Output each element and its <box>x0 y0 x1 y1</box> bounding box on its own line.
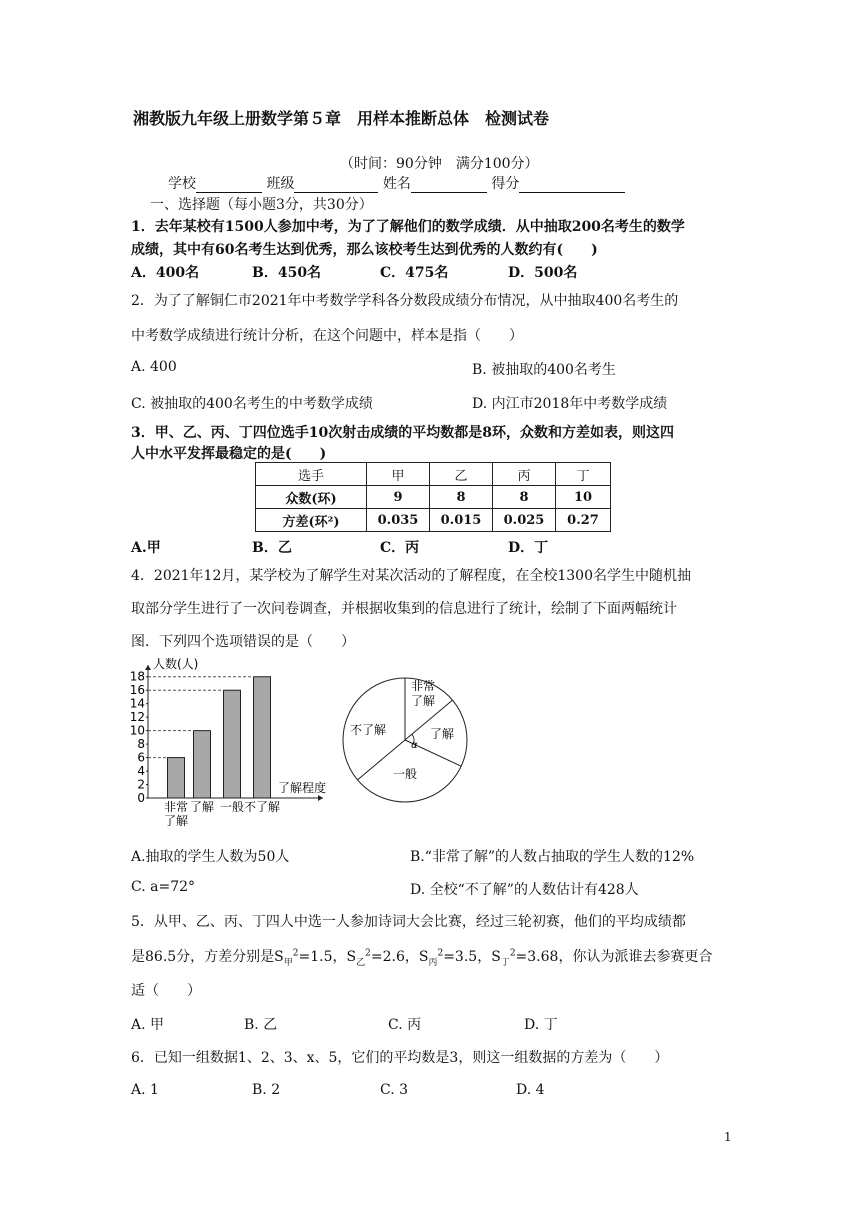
page-number: 1 <box>724 1130 732 1144</box>
q5-option-a: A. 甲 <box>131 1017 165 1033</box>
q2-line1: 2．为了了解铜仁市2021年中考数学学科各分数段成绩分布情况，从中抽取400名考生的 <box>131 293 679 309</box>
bar <box>168 758 185 798</box>
school-blank[interactable] <box>196 178 262 193</box>
score-table <box>255 462 611 532</box>
table-header-row <box>256 463 611 486</box>
y-tick-label: 16 <box>129 683 145 698</box>
variance-sub: 甲 <box>283 957 293 968</box>
q4-line2: 取部分学生进行了一次问卷调查，并根据收集到的信息进行了统计，绘制了下面两幅统计 <box>131 601 677 617</box>
table-cell: 0.015 <box>430 509 493 532</box>
x-axis-label: 了解程度 <box>278 781 327 795</box>
q6-option-b: B. 2 <box>252 1082 281 1098</box>
table-cell: 方差(环²) <box>256 509 367 532</box>
q4-option-a: A.抽取的学生人数为50人 <box>131 849 290 865</box>
q6-option-d: D. 4 <box>516 1082 545 1098</box>
table-row <box>256 509 611 532</box>
q3-line1: 3．甲、乙、丙、丁四位选手10次射击成绩的平均数都是8环，众数和方差如表，则这四 <box>131 425 674 441</box>
q3-line2: 人中水平发挥最稳定的是( ) <box>131 446 327 462</box>
q5-line1: 5．从甲、乙、丙、丁四人中选一人参加诗词大会比赛，经过三轮初赛，他们的平均成绩都 <box>131 914 686 930</box>
variance-sub: 丁 <box>500 957 510 968</box>
q1-option-b: B．450名 <box>252 265 322 281</box>
bar-chart <box>128 655 348 835</box>
q1-option-c: C．475名 <box>380 265 449 281</box>
q5-text-a: 是86.5分，方差分别是S <box>131 949 284 965</box>
page-title: 湘教版九年级上册数学第５章 用样本推断总体 检测试卷 <box>133 109 550 128</box>
school-label: 学校 <box>168 176 196 192</box>
q3-option-c: C．丙 <box>380 540 420 556</box>
pie-slice-label: 了解 <box>411 694 436 708</box>
class-label: 班级 <box>266 176 295 192</box>
info-line <box>168 173 625 193</box>
q1-line1: 1．去年某校有1500人参加中考，为了了解他们的数学成绩．从中抽取200名考生的数学 <box>131 219 685 235</box>
q4-option-c: C. a=72° <box>131 879 196 895</box>
table-cell: 8 <box>430 486 493 509</box>
y-axis-arrow <box>145 665 151 670</box>
section-heading: 一、选择题（每小题3分，共30分） <box>150 197 373 213</box>
bar <box>194 731 211 798</box>
table-header-cell: 甲 <box>367 463 430 486</box>
q1-option-d: D．500名 <box>508 265 578 281</box>
q1-line2: 成绩，其中有60名考生达到优秀，那么该校考生达到优秀的人数约有( ) <box>131 242 598 258</box>
x-axis-arrow <box>318 795 323 801</box>
q5-text-d: =3.5，S <box>443 949 501 965</box>
variance-sub: 乙 <box>356 957 366 968</box>
q5-option-d: D. 丁 <box>524 1017 558 1033</box>
table-cell: 0.27 <box>556 509 611 532</box>
q5-text-e: =3.68，你认为派谁去参赛更合 <box>515 949 713 965</box>
q4-line3: 图．下列四个选项错误的是（ ） <box>131 634 355 650</box>
pie-slice-label: 不了解 <box>350 723 387 737</box>
table-header-cell: 丙 <box>493 463 556 486</box>
pie-slice-label: 一般 <box>393 767 418 781</box>
q5-line2 <box>131 946 712 968</box>
table-row <box>256 486 611 509</box>
x-tick-label: 了解 <box>189 800 215 814</box>
q3-option-d: D．丁 <box>508 540 549 556</box>
y-tick-label: 0 <box>137 791 145 805</box>
q2-option-b: B. 被抽取的400名考生 <box>472 362 616 378</box>
x-tick-label: 不了解 <box>243 800 281 814</box>
q4-option-b: B.“非常了解”的人数占抽取的学生人数的12% <box>410 849 695 865</box>
y-axis-label: 人数(人) <box>153 657 199 671</box>
table-header-cell: 丁 <box>556 463 611 486</box>
q2-option-d: D. 内江市2018年中考数学成绩 <box>472 396 668 412</box>
table-cell: 众数(环) <box>256 486 367 509</box>
variance-sup: 2 <box>365 948 371 959</box>
bar <box>254 677 271 798</box>
q2-option-a: A. 400 <box>131 359 177 375</box>
y-tick-label: 8 <box>137 737 145 752</box>
name-blank[interactable] <box>411 178 487 193</box>
table-cell: 8 <box>493 486 556 509</box>
q5-option-c: C. 丙 <box>388 1017 422 1033</box>
q5-text-b: =1.5，S <box>298 949 357 965</box>
q5-option-b: B. 乙 <box>244 1017 278 1033</box>
q6-option-c: C. 3 <box>380 1082 409 1098</box>
q3-option-a: A.甲 <box>131 540 161 556</box>
q4-option-d: D. 全校“不了解”的人数估计有428人 <box>410 882 639 898</box>
angle-label: α <box>411 740 418 751</box>
exam-subtitle: （时间：90分钟 满分100分） <box>340 156 539 172</box>
score-label: 得分 <box>491 176 520 192</box>
class-blank[interactable] <box>294 178 378 193</box>
q4-line1: 4．2021年12月，某学校为了解学生对某次活动的了解程度，在全校1300名学生中随机抽 <box>131 568 691 584</box>
y-tick-label: 14 <box>129 696 145 711</box>
y-tick-label: 12 <box>129 710 145 725</box>
q3-option-b: B．乙 <box>252 540 292 556</box>
variance-sup: 2 <box>437 948 444 959</box>
table-cell: 9 <box>367 486 430 509</box>
q2-option-c: C. 被抽取的400名考生的中考数学成绩 <box>131 396 373 412</box>
q2-line2: 中考数学成绩进行统计分析，在这个问题中，样本是指（ ） <box>131 328 523 344</box>
q6-line1: 6．已知一组数据1、2、3、x、5，它们的平均数是3，则这一组数据的方差为（ ） <box>131 1050 669 1066</box>
x-tick-label: 一般 <box>219 800 245 814</box>
q6-option-a: A. 1 <box>131 1082 159 1098</box>
variance-sup: 2 <box>292 948 299 959</box>
x-tick-label: 了解 <box>163 814 189 828</box>
score-blank[interactable] <box>519 178 625 193</box>
q1-option-a: A．400名 <box>131 265 200 281</box>
pie-chart <box>335 670 475 810</box>
pie-slice-label: 了解 <box>430 727 455 741</box>
table-cell: 0.025 <box>493 509 556 532</box>
variance-sub: 丙 <box>428 957 438 968</box>
table-header-cell: 乙 <box>430 463 493 486</box>
x-tick-label: 非常 <box>163 800 189 814</box>
y-tick-label: 10 <box>129 723 145 738</box>
y-tick-label: 18 <box>129 669 145 684</box>
y-tick-label: 2 <box>137 777 145 792</box>
q5-line3: 适（ ） <box>131 983 201 999</box>
name-label: 姓名 <box>382 176 411 192</box>
q5-text-c: =2.6，S <box>370 949 429 965</box>
table-cell: 10 <box>556 486 611 509</box>
pie-slice-label: 非常 <box>411 679 436 693</box>
table-header-cell: 选手 <box>256 463 367 486</box>
y-tick-label: 6 <box>137 750 145 765</box>
variance-sup: 2 <box>509 948 516 959</box>
y-tick-label: 4 <box>137 764 145 779</box>
table-cell: 0.035 <box>367 509 430 532</box>
bar <box>224 690 241 798</box>
